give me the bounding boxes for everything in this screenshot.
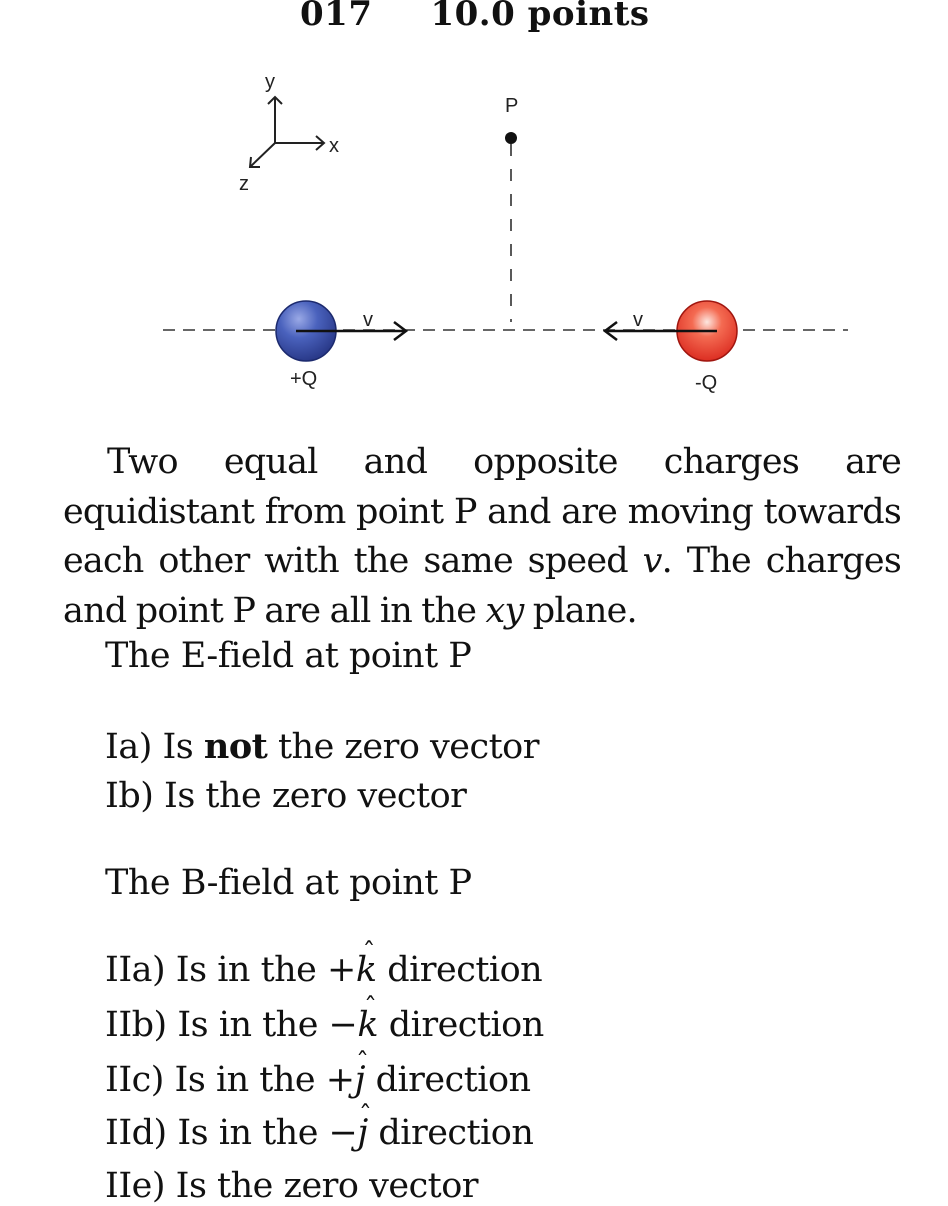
unit-vector-k: ˆ k [357,1005,378,1045]
y-axis-label: y [265,71,275,93]
option-iib: IIb) Is in the −ˆ k direction [105,1005,544,1045]
problem-description: Two equal and opposite charges are equidistant from point P and are moving towards each other with the same speed v. The charges and point P are all in the xy plane. [63,442,901,631]
efield-question: The E-field at point P [105,636,472,676]
coordinate-axes [250,97,324,167]
option-ib: Ib) Is the zero vector [105,776,467,816]
unit-vector-j: ˆ j [357,1113,367,1153]
unit-vector-j: ˆ j [355,1060,365,1100]
charges-diagram [0,0,948,420]
var-v: v [642,541,662,581]
velocity-label-left: v [363,309,373,331]
problem-number: 017 [300,0,373,34]
z-axis-label: z [239,173,249,195]
negative-charge-label: -Q [695,372,718,394]
point-p-marker [505,132,517,144]
option-iic: IIc) Is in the +ˆ j direction [105,1060,531,1100]
velocity-label-right: v [633,309,643,331]
positive-charge-label: +Q [290,368,318,390]
point-p-label: P [505,95,519,117]
var-xy: xy [485,590,524,631]
option-iid: IId) Is in the −ˆ j direction [105,1113,533,1153]
x-axis-label: x [329,135,339,157]
problem-points: 10.0 points [430,0,650,34]
unit-vector-k: ˆ k [356,950,377,990]
z-axis [250,143,275,167]
option-iie: IIe) Is the zero vector [105,1166,479,1206]
bfield-question: The B-field at point P [105,863,472,903]
option-iia: IIa) Is in the +ˆ k direction [105,950,542,990]
option-ia: Ia) Is not the zero vector [105,726,539,767]
